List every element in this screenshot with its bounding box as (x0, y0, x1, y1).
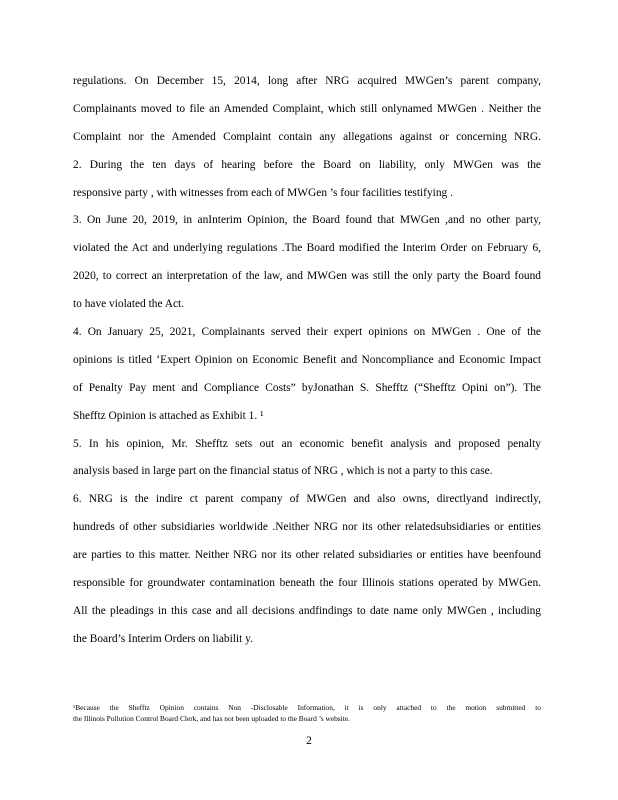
text-line: the Board’s Interim Orders on liabilit y. (73, 632, 253, 645)
text-line: Complaint nor the Amended Complaint contain any allegations against or concerning NRG. (73, 130, 541, 143)
text-line: Complainants moved to file an Amended Complaint, which still onlynamed MWGen . Neither the (73, 102, 541, 115)
text-line: opinions is titled ‘Expert Opinion on Economic Benefit and Noncompliance and Economic Impact (73, 353, 541, 366)
footnote (73, 703, 541, 724)
page-number: 2 (306, 735, 312, 747)
text-line: to have violated the Act. (73, 298, 185, 311)
text-line: 5. In his opinion, Mr. Shefftz sets out an economic benefit analysis and proposed penalty (73, 437, 541, 450)
text-line: 2020, to correct an interpretation of the law, and MWGen was still the only party the Board found (73, 270, 541, 283)
text-line: 3. On June 20, 2019, in anInterim Opinion, the Board found that MWGen ,and no other party, (73, 214, 541, 227)
text-line: 6. NRG is the indire ct parent company of MWGen and also owns, directlyand indirectly, (73, 493, 541, 506)
text-line: are parties to this matter. Neither NRG nor its other related subsidiaries or entities have beenfound (73, 549, 541, 562)
text-line: responsible for groundwater contamination beneath the four Illinois stations operated by MWGen. (73, 577, 541, 590)
text-line: violated the Act and underlying regulations .The Board modified the Interim Order on February 6, (73, 242, 541, 255)
text-line: hundreds of other subsidiaries worldwide .Neither NRG nor its other relatedsubsidiaries or entities (73, 521, 541, 534)
text-line: Shefftz Opinion is attached as Exhibit 1. ¹ (73, 409, 264, 422)
text-line: analysis based in large part on the financial status of NRG , which is not a party to this case. (73, 465, 493, 478)
text-line: of Penalty Pay ment and Compliance Costs” byJonathan S. Shefftz (“Shefftz Opini on”). The (73, 381, 541, 394)
body-text (73, 70, 541, 656)
text-line: 4. On January 25, 2021, Complainants served their expert opinions on MWGen . One of the (73, 326, 541, 339)
footnote-line: the Illinois Pollution Control Board Clerk, and has not been uploaded to the Board ’s website. (73, 713, 350, 723)
text-line: All the pleadings in this case and all decisions andfindings to date name only MWGen , including (73, 604, 541, 617)
text-line: regulations. On December 15, 2014, long after NRG acquired MWGen’s parent company, (73, 75, 541, 87)
footnote-line: ¹Because the Shefftz Opinion contains Non -Disclosable Information, it is only attached to the motion submitted to (73, 703, 541, 712)
text-line: 2. During the ten days of hearing before the Board on liability, only MWGen was the (73, 158, 541, 171)
text-line: responsive party , with witnesses from each of MWGen ’s four facilities testifying . (73, 186, 453, 199)
